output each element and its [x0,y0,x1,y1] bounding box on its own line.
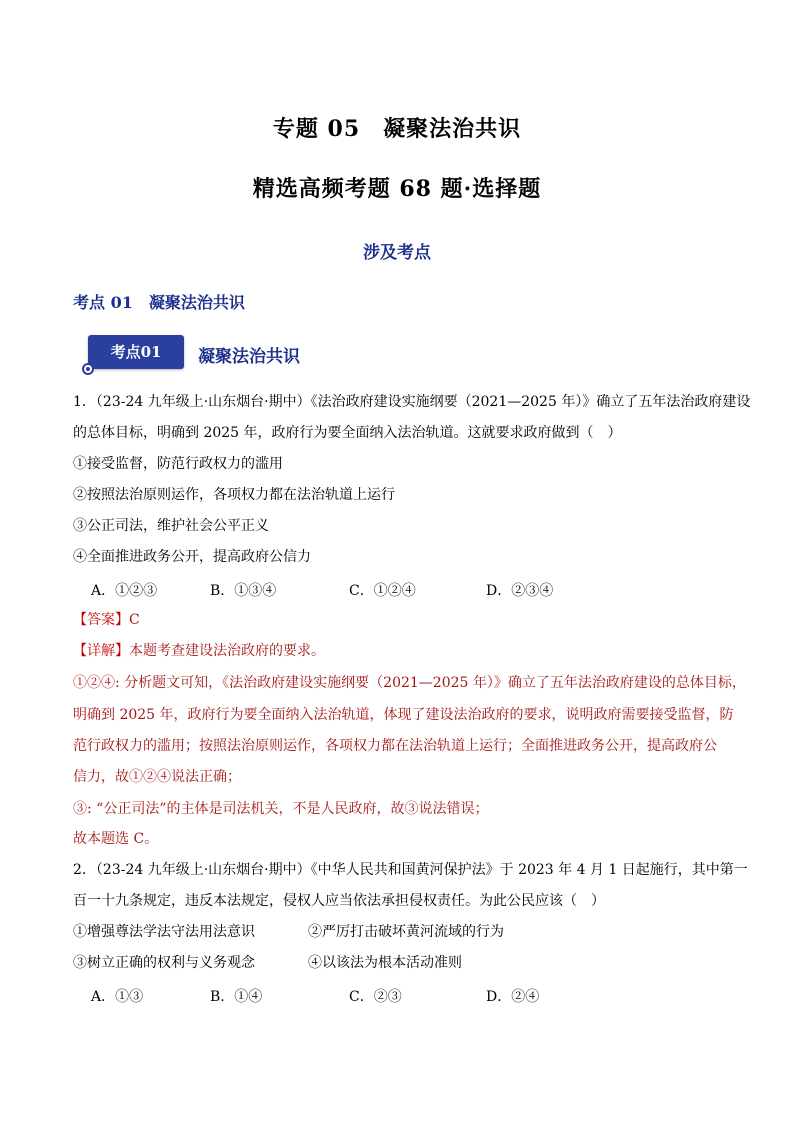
detail-intro: 本题考查建设法治政府的要求。 [129,643,325,659]
q1-analysis-line4: 信力，故①②④说法正确； [73,769,241,785]
answer-value: C [129,612,140,628]
q2-item-3: ③树立正确的权利与义务观念 [73,955,255,971]
topic-name: 凝聚法治共识 [148,293,245,312]
q1-analysis-line2: 明确到 2025 年，政府行为要全面纳入法治轨道，体现了建设法治政府的要求，说明政府需要接受监督，防 [73,707,734,723]
topic-label: 考点 01 [73,293,133,312]
q2-item-1: ①增强尊法学法守法用法意识 [73,924,255,940]
q2-option-d: D．②④ [486,989,540,1005]
document-title: 专题 05 凝聚法治共识 [272,116,522,142]
answer-tag: 【答案】 [73,612,129,628]
q1-analysis-line3: 范行政权力的滥用；按照法治原则运作，各项权力都在法治轨道上运行；全面推进政务公开，提高政府公 [73,738,717,754]
topic-badge [82,335,186,371]
q1-option-c: C．①②④ [349,583,416,599]
q1-analysis-line1: ①②④: 分析题文可知，《法治政府建设实施纲要（2021—2025 年）》确立了五年法治政府建设的总体目标， [73,675,746,691]
q1-detail [73,641,325,661]
q1-stem-line2: 的总体目标，明确到 2025 年，政府行为要全面纳入法治轨道。这就要求政府做到（ ） [73,425,622,441]
q1-option-d: D．②③④ [486,583,554,599]
badge-title: 凝聚法治共识 [198,347,300,367]
document-subtitle: 精选高频考题 68 题·选择题 [252,176,542,202]
q1-conclusion: 故本题选 C。 [73,831,159,847]
q1-option-b: B．①③④ [210,583,277,599]
detail-tag: 【详解】 [73,643,129,659]
q2-option-a: A．①③ [91,989,144,1005]
q1-item-2: ②按照法治原则运作，各项权力都在法治轨道上运行 [73,487,395,503]
q2-stem-line2: 百一十九条规定，违反本法规定，侵权人应当依法承担侵权责任。为此公民应该（ ） [73,893,605,909]
badge-dot-icon [82,363,94,375]
section-heading: 涉及考点 [363,243,431,263]
q1-item-1: ①接受监督，防范行政权力的滥用 [73,456,283,472]
q2-stem-line1: 2．（23-24 九年级上·山东烟台·期中）《中华人民共和国黄河保护法》于 2023 年 4 月 1 日起施行，其中第一 [73,862,748,878]
q2-option-c: C．②③ [349,989,402,1005]
q2-item-2: ②严厉打击破坏黄河流域的行为 [308,924,504,940]
q1-answer [73,610,140,630]
q1-option-a: A．①②③ [91,583,158,599]
q1-item-3: ③公正司法，维护社会公平正义 [73,518,269,534]
badge-text: 考点01 [110,343,162,361]
q2-item-4: ④以该法为根本活动准则 [308,955,462,971]
q2-option-b: B．①④ [210,989,263,1005]
topic-heading [73,290,245,313]
q1-stem-line1: 1．（23-24 九年级上·山东烟台·期中）《法治政府建设实施纲要（2021—2025 年）》确立了五年法治政府建设 [73,394,751,410]
q1-item-4: ④全面推进政务公开，提高政府公信力 [73,549,311,565]
q1-analysis-line5: ③: “公正司法”的主体是司法机关，不是人民政府，故③说法错误； [73,801,489,817]
